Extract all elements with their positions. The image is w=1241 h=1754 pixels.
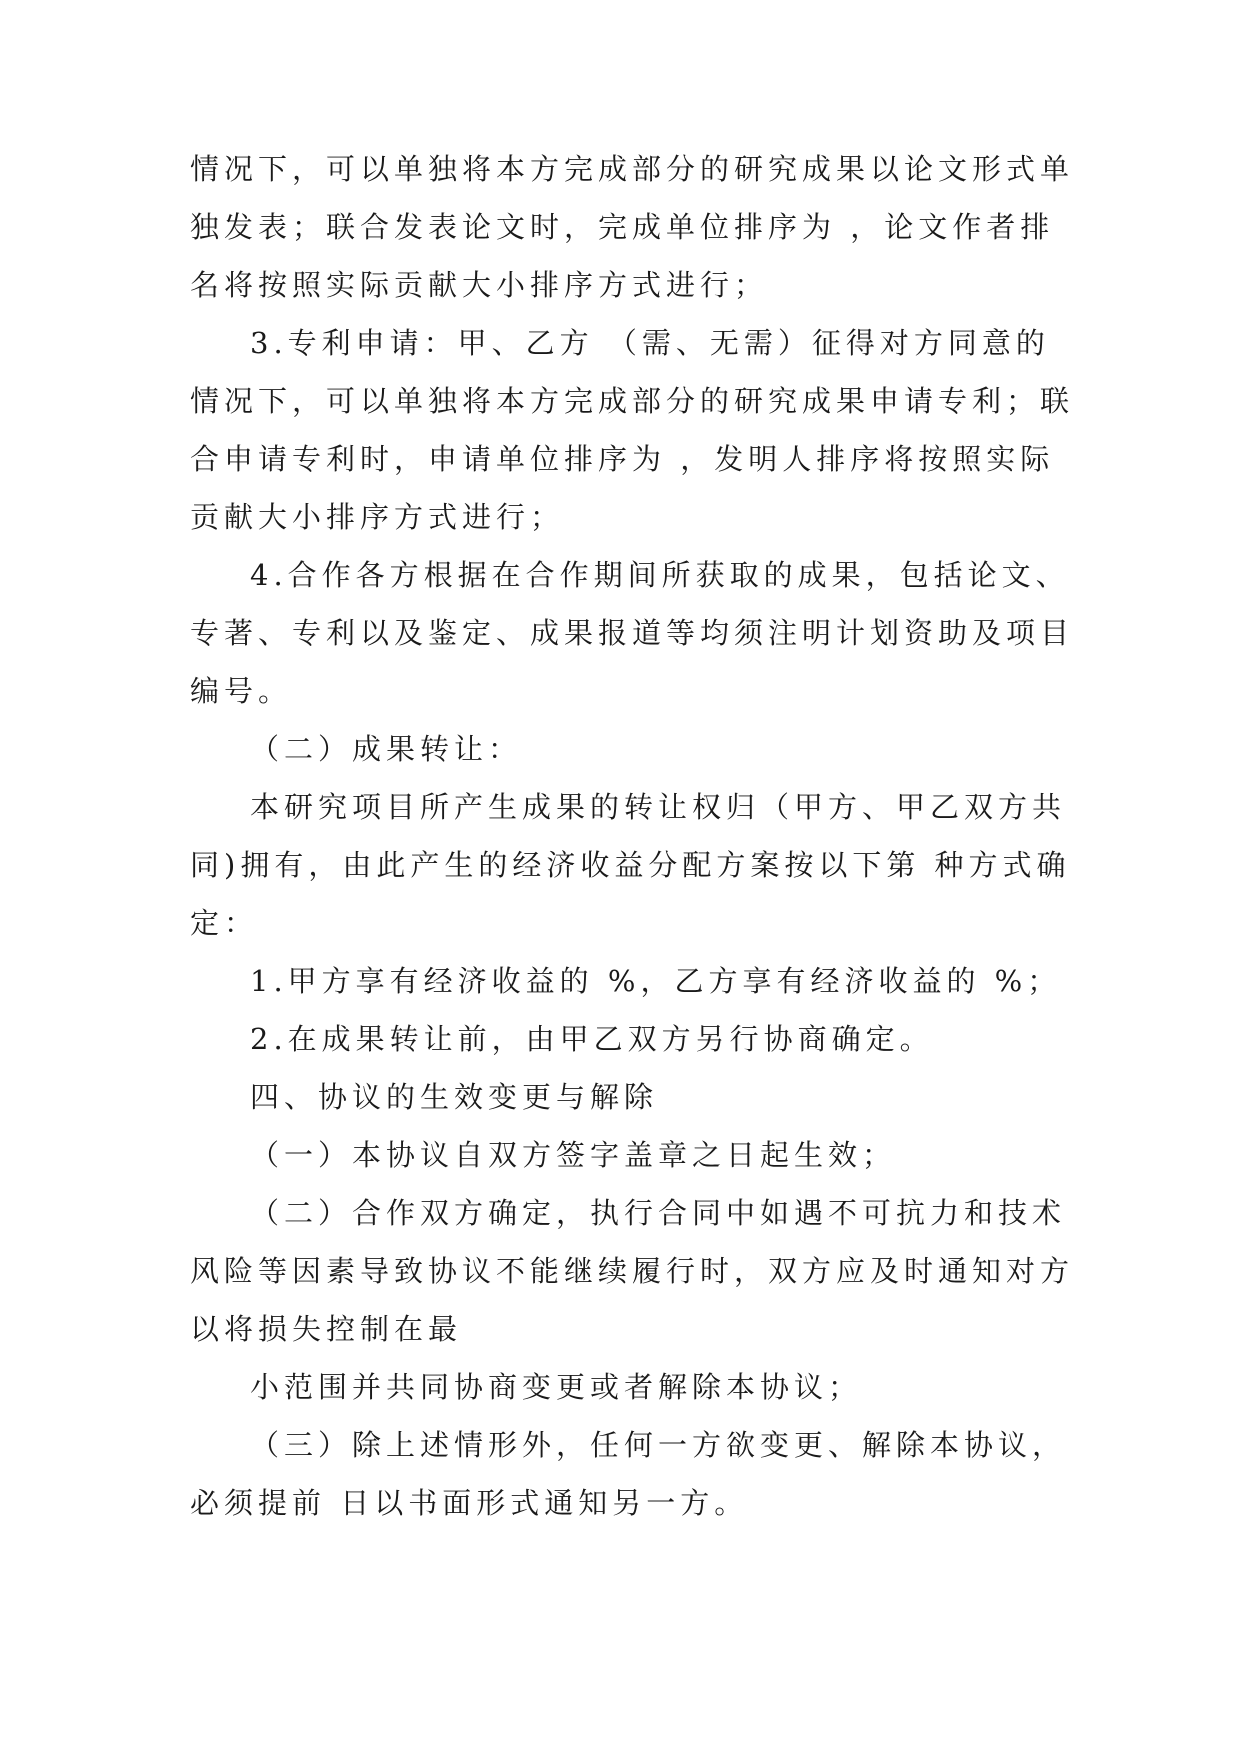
text-line: （三）除上述情形外，任何一方欲变更、解除本协议， [250, 1428, 1067, 1462]
text-line: （二）合作双方确定，执行合同中如遇不可抗力和技术 [250, 1196, 1067, 1230]
text-line: 合申请专利时，申请单位排序为 ，发明人排序将按照实际 [190, 442, 1055, 476]
text-line: 名将按照实际贡献大小排序方式进行； [190, 268, 769, 302]
text-line: 独发表；联合发表论文时，完成单位排序为 ，论文作者排 [190, 210, 1055, 244]
text-line: 定： [190, 906, 259, 940]
text-line: 同)拥有，由此产生的经济收益分配方案按以下第 种方式确 [190, 848, 1071, 882]
text-line: 小范围并共同协商变更或者解除本协议； [250, 1370, 863, 1404]
text-line: 以将损失控制在最 [190, 1312, 463, 1346]
text-line: 2.在成果转让前，由甲乙双方另行协商确定。 [250, 1022, 934, 1056]
text-line: 3.专利申请：甲、乙方 （需、无需）征得对方同意的 [250, 326, 1050, 360]
text-line: （一）本协议自双方签字盖章之日起生效； [250, 1138, 897, 1172]
text-line: 贡献大小排序方式进行； [190, 500, 565, 534]
text-line: 情况下，可以单独将本方完成部分的研究成果以论文形式单 [190, 152, 1075, 186]
text-line: 本研究项目所产生成果的转让权归（甲方、甲乙双方共 [250, 790, 1067, 824]
text-line: 风险等因素导致协议不能继续履行时，双方应及时通知对方 [190, 1254, 1075, 1288]
text-line: 专著、专利以及鉴定、成果报道等均须注明计划资助及项目 [190, 616, 1075, 650]
section-heading: （二）成果转让： [250, 732, 523, 766]
text-line: 1.甲方享有经济收益的 %，乙方享有经济收益的 %； [250, 964, 1062, 998]
section-heading: 四、协议的生效变更与解除 [250, 1080, 659, 1114]
text-line: 4.合作各方根据在合作期间所获取的成果，包括论文、 [250, 558, 1070, 592]
text-line: 必须提前 日以书面形式通知另一方。 [190, 1486, 749, 1520]
text-line: 情况下，可以单独将本方完成部分的研究成果申请专利；联 [190, 384, 1075, 418]
text-line: 编号。 [190, 674, 293, 708]
document-body [190, 140, 1075, 1532]
